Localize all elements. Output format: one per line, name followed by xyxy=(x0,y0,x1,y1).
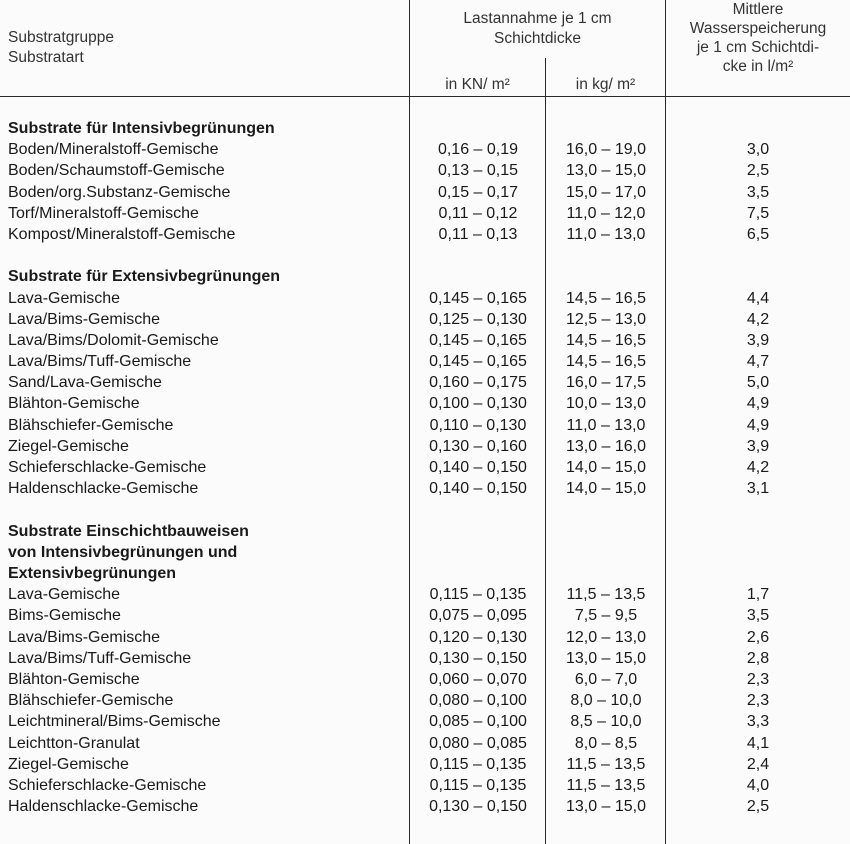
water-storage-value: 4,4 xyxy=(746,289,770,307)
substrate-name: Boden/Mineralstoff-Gemische xyxy=(8,141,219,159)
load-kn-value: 0,11 – 0,12 xyxy=(438,204,518,222)
load-kn-value: 0,145 – 0,165 xyxy=(429,331,527,349)
table-row xyxy=(0,627,850,648)
table-row xyxy=(0,775,850,796)
table-row xyxy=(0,203,850,224)
table-row xyxy=(0,478,850,499)
table-row xyxy=(0,351,850,372)
table-row xyxy=(0,436,850,457)
load-kg-value: 14,0 – 15,0 xyxy=(565,459,647,477)
water-storage-value: 3,9 xyxy=(746,437,770,455)
water-storage-value: 3,5 xyxy=(746,607,770,625)
water-storage-value: 4,0 xyxy=(746,776,770,794)
header-load-kn: in KN/ m² xyxy=(445,76,510,93)
load-kn-value: 0,080 – 0,085 xyxy=(429,734,527,752)
substrate-name: Torf/Mineralstoff-Gemische xyxy=(8,204,199,222)
substrate-name: Lava/Bims-Gemische xyxy=(8,628,161,646)
substrate-name: Lava/Bims-Gemische xyxy=(8,310,161,328)
table-row xyxy=(0,288,850,309)
load-kg-value: 11,5 – 13,5 xyxy=(566,586,646,604)
group-title: Substrate für Extensivbegrünungen xyxy=(8,268,281,286)
water-storage-value: 2,8 xyxy=(746,649,770,667)
load-kg-value: 14,0 – 15,0 xyxy=(565,480,647,498)
table-row xyxy=(0,182,850,203)
load-kg-value: 12,0 – 13,0 xyxy=(565,628,647,646)
load-kn-value: 0,130 – 0,160 xyxy=(429,437,527,455)
load-kg-value: 13,0 – 15,0 xyxy=(565,649,647,667)
substrate-name: Ziegel-Gemische xyxy=(8,437,129,455)
load-kn-value: 0,115 – 0,135 xyxy=(429,586,527,604)
substrate-name: Lava/Bims/Dolomit-Gemische xyxy=(8,331,219,349)
load-kn-value: 0,130 – 0,150 xyxy=(429,798,527,816)
load-kn-value: 0,115 – 0,135 xyxy=(429,776,527,794)
load-kn-value: 0,160 – 0,175 xyxy=(429,374,527,392)
substrate-name: Leichtton-Granulat xyxy=(8,734,140,752)
substrate-name: Haldenschlacke-Gemische xyxy=(8,798,199,816)
load-kg-value: 15,0 – 17,0 xyxy=(565,183,647,201)
load-kg-value: 13,0 – 16,0 xyxy=(565,437,647,455)
group-spacer xyxy=(0,245,850,266)
load-kg-value: 11,0 – 13,0 xyxy=(566,225,646,243)
table-row xyxy=(0,648,850,669)
table-row xyxy=(0,457,850,478)
water-storage-value: 1,7 xyxy=(746,586,770,604)
substrate-name: Sand/Lava-Gemische xyxy=(8,374,162,392)
load-kn-value: 0,16 – 0,19 xyxy=(437,141,519,159)
load-kg-value: 11,0 – 12,0 xyxy=(566,204,646,222)
substrate-name: Boden/Schaumstoff-Gemische xyxy=(8,162,225,180)
table-row xyxy=(0,224,850,245)
substrate-name: Lava/Bims/Tuff-Gemische xyxy=(8,649,192,667)
water-storage-value: 5,0 xyxy=(746,374,770,392)
load-kn-value: 0,140 – 0,150 xyxy=(429,480,527,498)
load-kn-value: 0,15 – 0,17 xyxy=(437,183,519,201)
header-divider xyxy=(0,96,850,97)
substrate-name: Lava-Gemische xyxy=(8,289,121,307)
substrate-name: Lava-Gemische xyxy=(8,586,121,604)
water-storage-value: 2,6 xyxy=(746,628,770,646)
water-storage-value: 3,1 xyxy=(746,480,770,498)
load-kg-value: 13,0 – 15,0 xyxy=(565,798,647,816)
table-row xyxy=(0,669,850,690)
load-kn-value: 0,145 – 0,165 xyxy=(429,289,527,307)
table-row xyxy=(0,393,850,414)
substrate-name: Lava/Bims/Tuff-Gemische xyxy=(8,353,192,371)
load-kn-value: 0,140 – 0,150 xyxy=(429,459,527,477)
table-row xyxy=(0,796,850,817)
load-kn-value: 0,075 – 0,095 xyxy=(429,607,527,625)
load-kn-value: 0,145 – 0,165 xyxy=(429,353,527,371)
load-kg-value: 10,0 – 13,0 xyxy=(565,395,647,413)
load-kg-value: 12,5 – 13,0 xyxy=(565,310,647,328)
substrate-name: Kompost/Mineralstoff-Gemische xyxy=(8,225,236,243)
water-storage-value: 3,9 xyxy=(746,331,770,349)
water-storage-value: 4,7 xyxy=(746,353,770,371)
load-kn-value: 0,115 – 0,135 xyxy=(429,755,527,773)
water-storage-value: 4,9 xyxy=(746,395,770,413)
load-kg-value: 8,5 – 10,0 xyxy=(570,713,642,731)
substrate-name: Blähschiefer-Gemische xyxy=(8,692,174,710)
water-storage-value: 4,2 xyxy=(746,310,770,328)
load-kn-value: 0,120 – 0,130 xyxy=(429,628,527,646)
water-storage-value: 7,5 xyxy=(746,204,770,222)
substrate-name: Blähschiefer-Gemische xyxy=(8,416,174,434)
table-row xyxy=(0,733,850,754)
load-kn-value: 0,130 – 0,150 xyxy=(429,649,527,667)
header-load-kg: in kg/ m² xyxy=(575,76,636,93)
water-storage-value: 3,5 xyxy=(746,183,770,201)
substrate-name: Ziegel-Gemische xyxy=(8,755,129,773)
header-group-label: Substratgruppe Substratart xyxy=(8,29,114,66)
load-kg-value: 14,5 – 16,5 xyxy=(565,331,647,349)
table-row xyxy=(0,139,850,160)
header-load-title: Lastannahme je 1 cm Schichtdicke xyxy=(463,10,612,47)
load-kn-value: 0,125 – 0,130 xyxy=(429,310,527,328)
load-kn-value: 0,110 – 0,130 xyxy=(429,416,527,434)
table-row xyxy=(0,160,850,181)
water-storage-value: 4,1 xyxy=(746,734,770,752)
load-kg-value: 7,5 – 9,5 xyxy=(574,607,638,625)
load-kn-value: 0,080 – 0,100 xyxy=(429,692,527,710)
substrate-name: Bims-Gemische xyxy=(8,607,121,625)
table-row xyxy=(0,711,850,732)
table-row xyxy=(0,309,850,330)
water-storage-value: 2,3 xyxy=(746,692,770,710)
load-kg-value: 14,5 – 16,5 xyxy=(565,353,647,371)
group-title: Substrate für Intensivbegrünungen xyxy=(8,120,275,137)
table-row xyxy=(0,690,850,711)
load-kn-value: 0,085 – 0,100 xyxy=(429,713,527,731)
load-kn-value: 0,100 – 0,130 xyxy=(429,395,527,413)
substrate-name: Schieferschlacke-Gemische xyxy=(8,776,207,794)
substrate-name: Boden/org.Substanz-Gemische xyxy=(8,183,231,201)
load-kg-value: 16,0 – 17,5 xyxy=(565,374,647,392)
substrate-name: Leichtmineral/Bims-Gemische xyxy=(8,713,221,731)
load-kg-value: 11,5 – 13,5 xyxy=(566,776,646,794)
table-row xyxy=(0,372,850,393)
load-kg-value: 8,0 – 10,0 xyxy=(570,692,642,710)
group-spacer xyxy=(0,499,850,520)
substrate-name: Schieferschlacke-Gemische xyxy=(8,459,207,477)
water-storage-value: 6,5 xyxy=(746,225,770,243)
table-row xyxy=(0,754,850,775)
load-kn-value: 0,060 – 0,070 xyxy=(429,670,527,688)
load-kg-value: 11,0 – 13,0 xyxy=(566,416,646,434)
water-storage-value: 4,9 xyxy=(746,416,770,434)
substrate-name: Blähton-Gemische xyxy=(8,670,140,688)
table-row xyxy=(0,415,850,436)
group-title: Substrate Einschichtbauweisen von Intensivbegrünungen und Extensivbegrünungen xyxy=(8,522,249,582)
table-body xyxy=(0,118,850,817)
water-storage-value: 2,3 xyxy=(746,670,770,688)
substrate-name: Blähton-Gemische xyxy=(8,395,140,413)
water-storage-value: 4,2 xyxy=(746,459,770,477)
load-kg-value: 16,0 – 19,0 xyxy=(565,141,647,159)
water-storage-value: 3,3 xyxy=(746,713,770,731)
load-kn-value: 0,13 – 0,15 xyxy=(437,162,519,180)
load-kg-value: 11,5 – 13,5 xyxy=(566,755,646,773)
water-storage-value: 2,5 xyxy=(746,162,770,180)
header-water-title: Mittlere Wasserspeicherung je 1 cm Schichtdi- cke in l/m² xyxy=(689,1,827,75)
load-kg-value: 13,0 – 15,0 xyxy=(565,162,647,180)
water-storage-value: 2,5 xyxy=(746,798,770,816)
load-kg-value: 8,0 – 8,5 xyxy=(574,734,638,752)
table-row xyxy=(0,584,850,605)
load-kg-value: 6,0 – 7,0 xyxy=(574,670,638,688)
table-row xyxy=(0,605,850,626)
water-storage-value: 3,0 xyxy=(746,141,770,159)
table-row xyxy=(0,330,850,351)
water-storage-value: 2,4 xyxy=(746,755,770,773)
load-kg-value: 14,5 – 16,5 xyxy=(565,289,647,307)
load-kn-value: 0,11 – 0,13 xyxy=(438,225,518,243)
substrate-name: Haldenschlacke-Gemische xyxy=(8,480,199,498)
